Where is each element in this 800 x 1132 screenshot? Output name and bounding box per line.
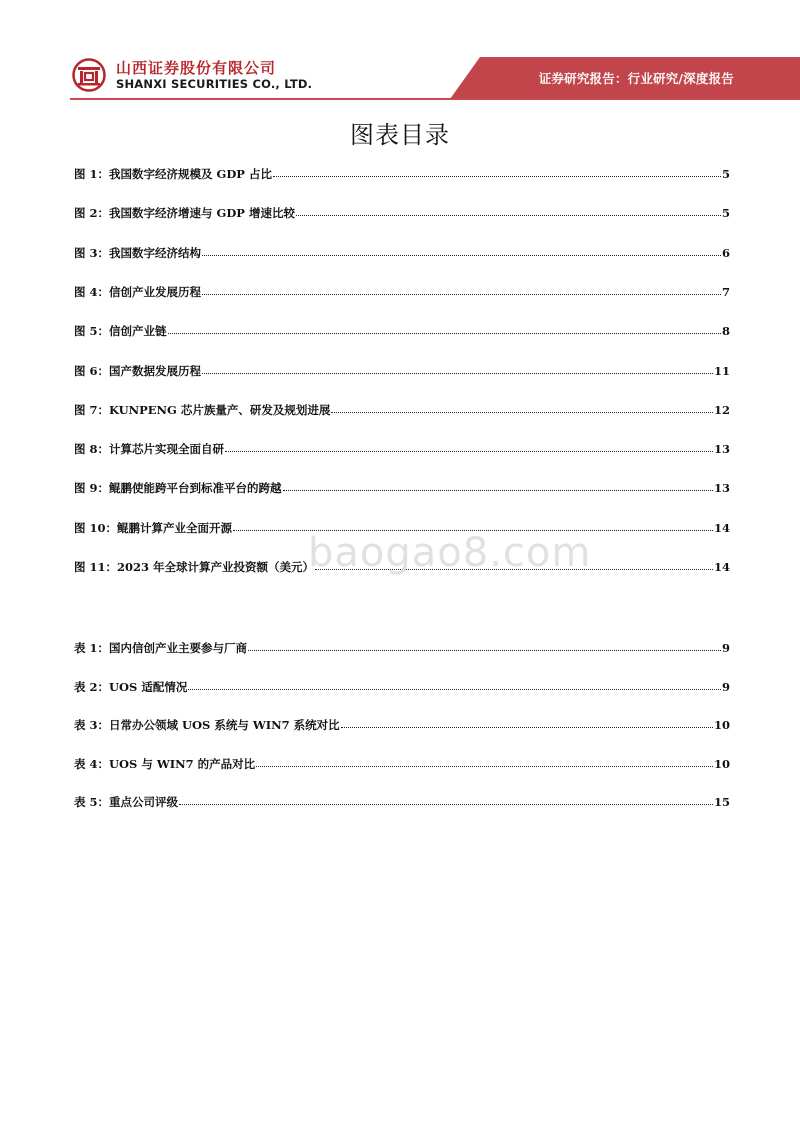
dot-leader [256,755,713,767]
figure-entry[interactable] [74,402,730,418]
table-entry-page: 9 [721,641,730,655]
dot-leader [273,165,721,177]
watermark: baogao8.com [308,530,592,576]
dot-leader [283,479,713,491]
company-name-en: SHANXI SECURITIES CO., LTD. [116,77,313,91]
dot-leader [248,639,721,651]
figure-entry-page: 5 [721,167,730,181]
report-type-label: 证券研究报告：行业研究/深度报告 [538,71,734,86]
table-entry[interactable] [74,756,730,772]
figure-entry-label: 图 1：我国数字经济规模及 GDP 占比 [74,167,272,181]
figure-entry-page: 5 [721,206,730,221]
figure-entry[interactable] [74,284,730,300]
table-entry-label: 表 4：UOS 与 WIN7 的产品对比 [74,756,256,771]
figure-entry-label: 图 5：信创产业链 [74,324,167,339]
dot-leader [225,440,713,452]
table-entry[interactable] [74,679,730,695]
figure-entry[interactable] [74,363,730,379]
company-name [116,60,312,92]
figure-entry-page: 14 [713,560,730,574]
figure-entry[interactable] [74,205,730,221]
figure-entry-page: 14 [713,520,730,535]
table-entry-page: 15 [713,795,730,810]
figure-entry[interactable] [74,245,730,261]
table-entry-label: 表 5：重点公司评级 [74,795,179,810]
figure-entry[interactable] [74,480,730,496]
figure-entry-label: 图 9：鲲鹏使能跨平台到标准平台的跨越 [74,481,282,496]
table-entry-label: 表 3：日常办公领域 UOS 系统与 WIN7 系统对比 [74,718,340,733]
dot-leader [179,793,713,805]
figure-entry-page: 13 [713,442,730,457]
header-divider [70,98,800,100]
figure-entry-label: 图 7：KUNPENG 芯片族量产、研发及规划进展 [74,402,331,417]
figure-entry-label: 图 2：我国数字经济增速与 GDP 增速比较 [74,206,295,221]
figure-entry-label: 图 11：2023 年全球计算产业投资额（美元） [74,560,315,574]
figure-entry-label: 图 10：鲲鹏计算产业全面开源 [74,520,233,535]
dot-leader [168,322,721,334]
table-entry-label: 表 1：国内信创产业主要参与厂商 [74,641,248,655]
table-entry-label: 表 2：UOS 适配情况 [74,679,188,694]
dot-leader [296,204,721,216]
company-logo-icon [72,58,106,92]
figure-entry-label: 图 3：我国数字经济结构 [74,245,202,260]
figure-entry-label: 图 4：信创产业发展历程 [74,284,202,299]
table-entry-page: 9 [721,679,730,694]
table-entry-page: 10 [713,756,730,771]
figure-entry-page: 6 [721,245,730,260]
figure-entry-page: 12 [713,402,730,417]
table-entry[interactable] [74,640,730,656]
page-header [0,0,800,110]
figure-entry[interactable] [74,441,730,457]
company-name-cn: 山西证券股份有限公司 [116,59,277,77]
figure-entry-page: 8 [721,324,730,339]
figure-entry[interactable] [74,166,730,182]
table-entry[interactable] [74,794,730,810]
dot-leader [331,401,713,413]
table-entry-page: 10 [713,718,730,733]
dot-leader [202,283,721,295]
figure-entry-label: 图 8：计算芯片实现全面自研 [74,442,225,457]
dot-leader [202,362,713,374]
figure-entry-label: 图 6：国产数据发展历程 [74,363,202,378]
dot-leader [233,519,713,531]
dot-leader [188,678,721,690]
dot-leader [341,716,713,728]
dot-leader [202,244,721,256]
table-entry[interactable] [74,717,730,733]
figure-entry-page: 7 [721,284,730,299]
page-title: 图表目录 [350,121,450,149]
figure-entry[interactable] [74,323,730,339]
figure-entry-page: 11 [713,363,730,378]
figure-entry-page: 13 [713,481,730,496]
